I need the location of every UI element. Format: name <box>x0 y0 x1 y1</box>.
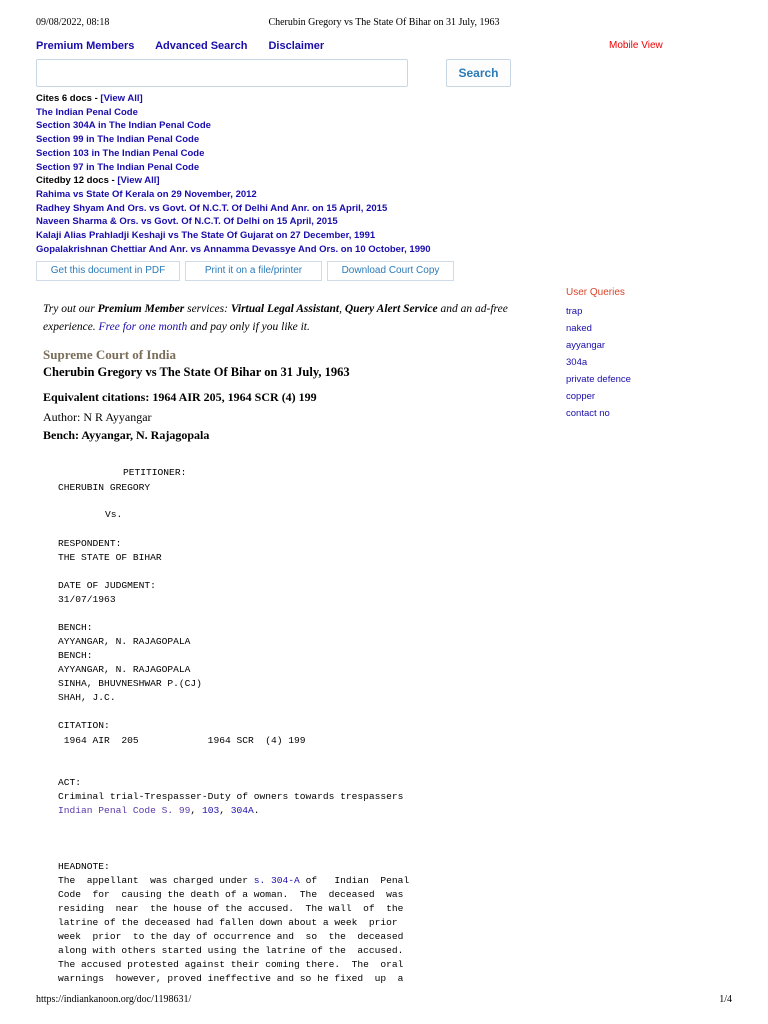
print-page-number: 1/4 <box>719 994 732 1005</box>
user-query-link[interactable]: trap <box>566 306 583 317</box>
s304-a-link[interactable]: s. 304-A <box>253 875 300 886</box>
mobile-view-link[interactable]: Mobile View <box>609 40 663 51</box>
user-query-link[interactable]: ayyangar <box>566 340 606 351</box>
bench-judge: AYYANGAR, N. RAJAGOPALA <box>58 636 191 647</box>
user-query-link[interactable]: 304a <box>566 357 588 368</box>
bench-judge: SHAH, J.C. <box>58 692 116 703</box>
promo-qas: Query Alert Service <box>344 303 438 315</box>
citedby-header <box>36 174 556 188</box>
citation-text: 1964 AIR 205 1964 SCR (4) 199 <box>58 735 306 746</box>
respondent-name: THE STATE OF BIHAR <box>58 552 162 563</box>
download-court-copy-button[interactable]: Download Court Copy <box>327 261 454 281</box>
judgment-date: 31/07/1963 <box>58 594 116 605</box>
citedby-item[interactable]: Radhey Shyam And Ors. vs Govt. Of N.C.T. Of Delhi And Anr. on 15 April, 2015 <box>36 202 388 214</box>
cites-item[interactable]: Section 103 in The Indian Penal Code <box>36 147 205 159</box>
print-url: https://indiankanoon.org/doc/1198631/ <box>36 994 192 1005</box>
print-button[interactable]: Print it on a file/printer <box>185 261 322 281</box>
cites-header <box>36 92 556 106</box>
search-input[interactable] <box>36 59 408 87</box>
petitioner-label: PETITIONER: <box>123 467 187 478</box>
headnote-label: HEADNOTE: <box>58 861 110 872</box>
s304a-link[interactable]: 304A <box>230 805 254 816</box>
act-text: Criminal trial-Trespasser-Duty of owners towards trespassers <box>58 791 404 802</box>
free-trial-link[interactable]: Free for one month <box>98 321 188 333</box>
headnote-line: along with others started using the latrine of the accused. <box>58 945 404 956</box>
promo-text: services: <box>184 303 231 315</box>
print-page-title: Cherubin Gregory vs The State Of Bihar on 31 July, 1963 <box>268 17 500 28</box>
user-query-link[interactable]: private defence <box>566 374 631 385</box>
promo-vla: Virtual Legal Assistant <box>230 303 340 315</box>
headnote-line: warnings however, proved ineffective and so he fixed up a <box>58 973 404 984</box>
search-bar <box>36 59 499 87</box>
headnote-line: Code for causing the death of a woman. The deceased was <box>58 889 404 900</box>
promo-text: Try out our <box>43 303 98 315</box>
user-queries-title: User Queries <box>566 287 625 298</box>
act-label: ACT: <box>58 777 82 788</box>
bench-label-2: BENCH: <box>58 650 93 661</box>
citedby-item[interactable]: Rahima vs State Of Kerala on 29 November, 2012 <box>36 188 257 200</box>
equivalent-citations: Equivalent citations: 1964 AIR 205, 1964 SCR (4) 199 <box>43 390 317 404</box>
headnote-line: The accused protested against their coming there. The oral <box>58 959 404 970</box>
user-query-link[interactable]: copper <box>566 391 596 402</box>
citedby-view-all-link[interactable]: [View All] <box>117 175 160 187</box>
headnote-line: latrine of the deceased had fallen down about a week prior <box>58 917 398 928</box>
bench-label: BENCH: <box>58 622 93 633</box>
headnote-line: residing near the house of the accused. The wall of the <box>58 903 404 914</box>
headnote-text: of Indian Penal <box>299 875 410 886</box>
bench-judge: SINHA, BHUVNESHWAR P.(CJ) <box>58 678 202 689</box>
document-bench: Bench: Ayyangar, N. Rajagopala <box>43 428 210 442</box>
s103-link[interactable]: 103 <box>201 805 220 816</box>
document-author: Author: N R Ayyangar <box>43 410 152 424</box>
petitioner-name: CHERUBIN GREGORY <box>58 482 151 493</box>
print-header <box>36 17 732 31</box>
citedby-item[interactable]: Gopalakrishnan Chettiar And Anr. vs Annamma Devassye And Ors. on 10 October, 1990 <box>36 243 431 255</box>
promo-text: , <box>339 303 345 315</box>
cites-item[interactable]: Section 97 in The Indian Penal Code <box>36 161 200 173</box>
print-timestamp: 09/08/2022, 08:18 <box>36 17 110 28</box>
citedby-item[interactable]: Kalaji Alias Prahladji Keshaji vs The State Of Gujarat on 27 December, 1991 <box>36 230 376 242</box>
respondent-label: RESPONDENT: <box>58 538 122 549</box>
headnote-line: week prior to the day of occurrence and so the deceased <box>58 931 404 942</box>
promo-text: and an ad-free experience. <box>43 303 508 333</box>
promo-premium: Premium Member <box>97 303 185 315</box>
premium-promo <box>43 300 555 336</box>
search-button[interactable]: Search <box>446 59 511 87</box>
act-separator: , <box>219 805 231 816</box>
cites-view-all-link[interactable]: [View All] <box>100 93 143 104</box>
user-query-link[interactable]: naked <box>566 323 592 334</box>
references-panel <box>36 92 556 256</box>
document-title: Cherubin Gregory vs The State Of Bihar on 31 July, 1963 <box>43 365 350 379</box>
act-separator: , <box>190 805 202 816</box>
headnote-line <box>58 875 409 886</box>
cites-item[interactable]: Section 304A in The Indian Penal Code <box>36 120 211 132</box>
user-query-link[interactable]: contact no <box>566 408 610 419</box>
cites-count: Cites 6 docs - <box>36 93 101 104</box>
court-name: Supreme Court of India <box>43 347 177 362</box>
citedby-count: Citedby 12 docs - <box>36 175 118 187</box>
advanced-search-link[interactable]: Advanced Search <box>155 40 248 52</box>
cites-item[interactable]: Section 99 in The Indian Penal Code <box>36 134 200 146</box>
headnote-text: The appellant was charged under <box>58 875 254 886</box>
promo-text: and pay only if you like it. <box>187 321 310 333</box>
citedby-item[interactable]: Naveen Sharma & Ors. vs Govt. Of N.C.T. Of Delhi on 15 April, 2015 <box>36 216 338 228</box>
versus-text: Vs. <box>105 509 123 520</box>
disclaimer-link[interactable]: Disclaimer <box>268 40 325 52</box>
act-end: . <box>253 805 260 816</box>
top-nav <box>36 40 668 54</box>
act-links <box>58 805 260 816</box>
bench-judge: AYYANGAR, N. RAJAGOPALA <box>58 664 191 675</box>
get-pdf-button[interactable]: Get this document in PDF <box>36 261 180 281</box>
cites-item[interactable]: The Indian Penal Code <box>36 106 138 118</box>
premium-members-link[interactable]: Premium Members <box>36 40 135 52</box>
user-queries-sidebar <box>566 287 736 422</box>
ipc-s99-link[interactable]: Indian Penal Code S. 99 <box>58 805 191 816</box>
citation-label: CITATION: <box>58 720 110 731</box>
date-label: DATE OF JUDGMENT: <box>58 580 156 591</box>
